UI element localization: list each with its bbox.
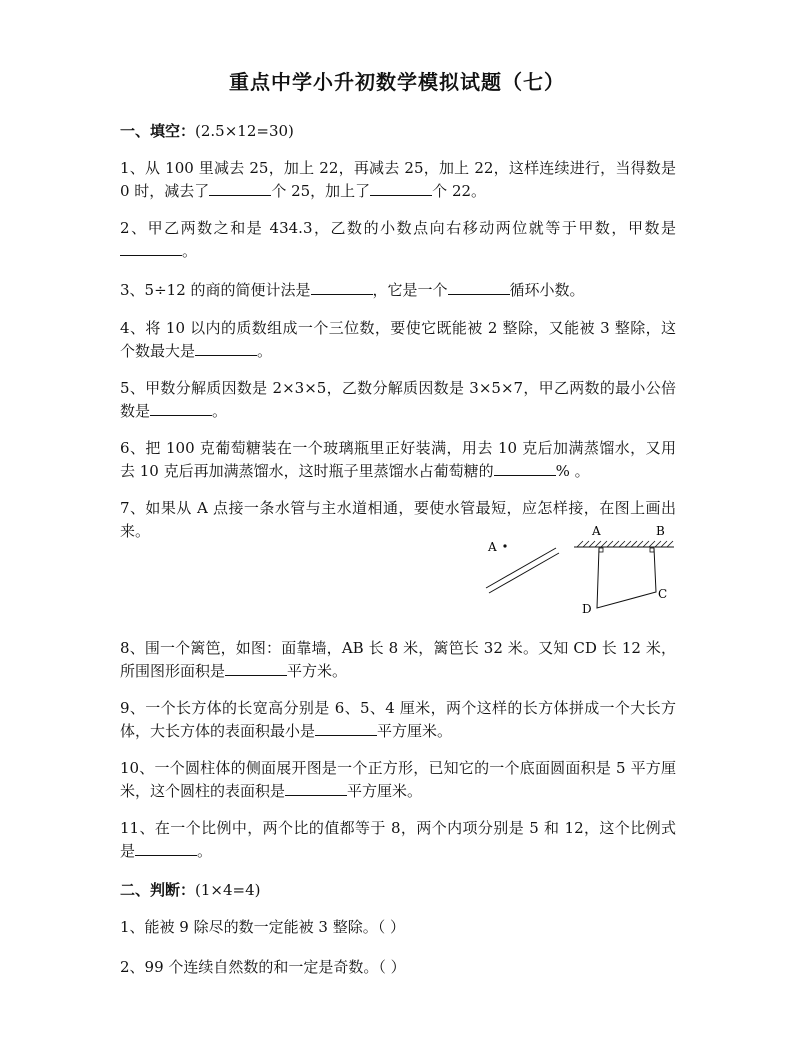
- question-4: [120, 317, 676, 363]
- question-11: [120, 817, 676, 863]
- question-text: 3、5÷12 的商的简便计法是: [120, 281, 311, 299]
- answer-blank[interactable]: [209, 181, 271, 196]
- answer-blank[interactable]: [120, 241, 182, 256]
- question-text: 7、如果从 A 点接一条水管与主水道相通，要使水管最短，应怎样接，在图上画出来。: [120, 499, 676, 540]
- figure-svg: [482, 520, 678, 620]
- question-5: [120, 377, 676, 423]
- section-heading: 二、判断：: [120, 881, 196, 899]
- question-10: [120, 757, 676, 803]
- label-b: B: [656, 524, 665, 538]
- point-a-dot: [503, 544, 506, 547]
- label-d: D: [582, 602, 592, 616]
- section-score: (2.5×12=30): [195, 122, 294, 140]
- answer-blank[interactable]: [448, 280, 510, 295]
- question-text: 个 25，加上了: [271, 182, 371, 200]
- question-text: 5、甲数分解质因数是 2×3×5，乙数分解质因数是 3×5×7，甲乙两数的最小公倍数是: [120, 379, 676, 420]
- page-title: 重点中学小升初数学模拟试题（七）: [229, 70, 565, 94]
- label-point-a: A: [488, 540, 497, 554]
- section-score: (1×4=4): [195, 881, 261, 899]
- judge-question-1: [120, 916, 676, 939]
- answer-blank[interactable]: [135, 841, 197, 856]
- question-text: 8、围一个篱笆，如图：面靠墙，AB 长 8 米，篱笆长 32 米。又知 CD 长 12 米，所围图形面积是: [120, 639, 676, 680]
- right-angle-marker: [650, 548, 654, 552]
- answer-blank[interactable]: [225, 661, 287, 676]
- question-text: 。: [257, 342, 273, 360]
- question-text: 。: [182, 242, 198, 260]
- answer-blank[interactable]: [315, 721, 377, 736]
- label-a: A: [592, 524, 601, 538]
- question-text: 2、99 个连续自然数的和一定是奇数。（ ）: [120, 958, 406, 976]
- question-1: [120, 157, 676, 203]
- question-text: 2、甲乙两数之和是 434.3，乙数的小数点向右移动两位就等于甲数，甲数是: [120, 219, 676, 237]
- question-3: [120, 279, 676, 302]
- geometry-figure: [482, 520, 678, 620]
- answer-blank[interactable]: [494, 461, 556, 476]
- fence-outline: [597, 548, 656, 608]
- question-text: 循环小数。: [509, 281, 585, 299]
- question-text: 。: [197, 842, 213, 860]
- question-8: [120, 637, 676, 683]
- section-fill-in: [120, 120, 294, 141]
- question-9: [120, 697, 676, 743]
- question-text: % 。: [555, 462, 590, 480]
- question-text: 10、一个圆柱体的侧面展开图是一个正方形，已知它的一个底面圆面积是 5 平方厘米，这个圆柱的表面积是: [120, 759, 676, 800]
- question-text: 6、把 100 克葡萄糖装在一个玻璃瓶里正好装满，用去 10 克后加满蒸馏水，又用去 10 克后再加满蒸馏水，这时瓶子里蒸馏水占葡萄糖的: [120, 439, 676, 480]
- right-angle-marker: [599, 548, 603, 552]
- answer-blank[interactable]: [311, 280, 373, 295]
- question-text: ，它是一个: [372, 281, 448, 299]
- answer-blank[interactable]: [195, 341, 257, 356]
- question-text: 4、将 10 以内的质数组成一个三位数，要使它既能被 2 整除，又能被 3 整除，这个数最大是: [120, 319, 676, 360]
- question-6: [120, 437, 676, 483]
- wall-hatching: [577, 541, 673, 547]
- answer-blank[interactable]: [150, 401, 212, 416]
- question-text: 1、从 100 里减去 25，加上 22，再减去 25，加上 22，这样连续进行，当得数是 0 时，减去了: [120, 159, 676, 200]
- question-text: 平方厘米。: [377, 722, 453, 740]
- question-text: 1、能被 9 除尽的数一定能被 3 整除。（ ）: [120, 918, 405, 936]
- question-text: 11、在一个比例中，两个比的值都等于 8，两个内项分别是 5 和 12，这个比例式是: [120, 819, 676, 860]
- question-text: 。: [212, 402, 228, 420]
- water-main-line: [489, 553, 559, 593]
- answer-blank[interactable]: [285, 781, 347, 796]
- section-true-false: [120, 879, 261, 900]
- question-text: 平方厘米。: [347, 782, 423, 800]
- section-heading: 一、填空：: [120, 122, 196, 140]
- question-text: 个 22。: [432, 182, 487, 200]
- label-c: C: [658, 587, 668, 601]
- question-text: 9、一个长方体的长宽高分别是 6、5、4 厘米，两个这样的长方体拼成一个大长方体，大长方体的表面积最小是: [120, 699, 676, 740]
- question-2: [120, 217, 676, 263]
- judge-question-2: [120, 956, 676, 979]
- answer-blank[interactable]: [370, 181, 432, 196]
- water-main-line: [486, 548, 556, 588]
- question-text: 平方米。: [287, 662, 348, 680]
